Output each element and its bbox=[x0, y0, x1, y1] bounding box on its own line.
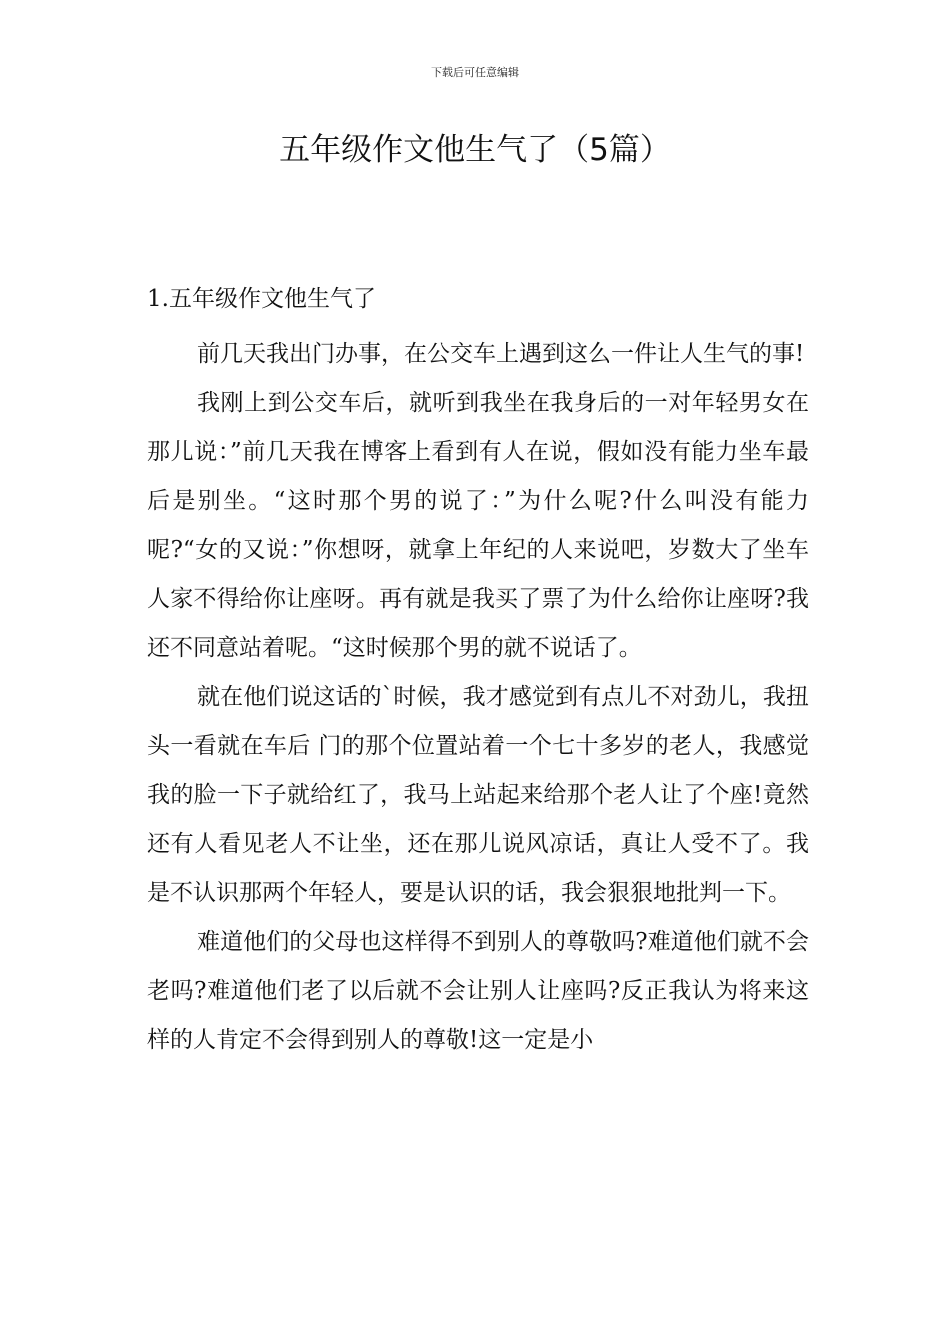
header-note: 下载后可任意编辑 bbox=[431, 66, 519, 79]
paragraph: 就在他们说这话的`时候，我才感觉到有点儿不对劲儿，我扭头一看就在车后 门的那个位置站着一个七十多岁的老人，我感觉我的脸一下子就给红了，我马上站起来给那个老人让了个座!竟然还有人看见老人不让坐，还在那儿说风凉话，真让人受不了。我是不认识那两个年轻人，要是认识的话，我会狠狠地批判一下。 bbox=[147, 684, 809, 906]
paragraph: 难道他们的父母也这样得不到别人的尊敬吗?难道他们就不会老吗?难道他们老了以后就不会让别人让座吗?反正我认为将来这样的人肯定不会得到别人的尊敬!这一定是小 bbox=[147, 929, 809, 1053]
document-title: 五年级作文他生气了（5篇） bbox=[279, 132, 671, 168]
paragraph: 我刚上到公交车后，就听到我坐在我身后的一对年轻男女在那儿说：”前几天我在博客上看到有人在说，假如没有能力坐车最后是别坐。“这时那个男的说了：”为什么呢?什么叫没有能力呢?“女的又说：”你想呀，就拿上年纪的人来说吧，岁数大了坐车人家不得给你让座呀。再有就是我买了票了为什么给你让座呀?我还不同意站着呢。“这时候那个男的就不说话了。 bbox=[147, 390, 809, 661]
section-heading: 1.五年级作文他生气了 bbox=[147, 286, 376, 312]
paragraph: 前几天我出门办事，在公交车上遇到这么一件让人生气的事! bbox=[197, 341, 805, 367]
document-body bbox=[147, 282, 809, 1065]
